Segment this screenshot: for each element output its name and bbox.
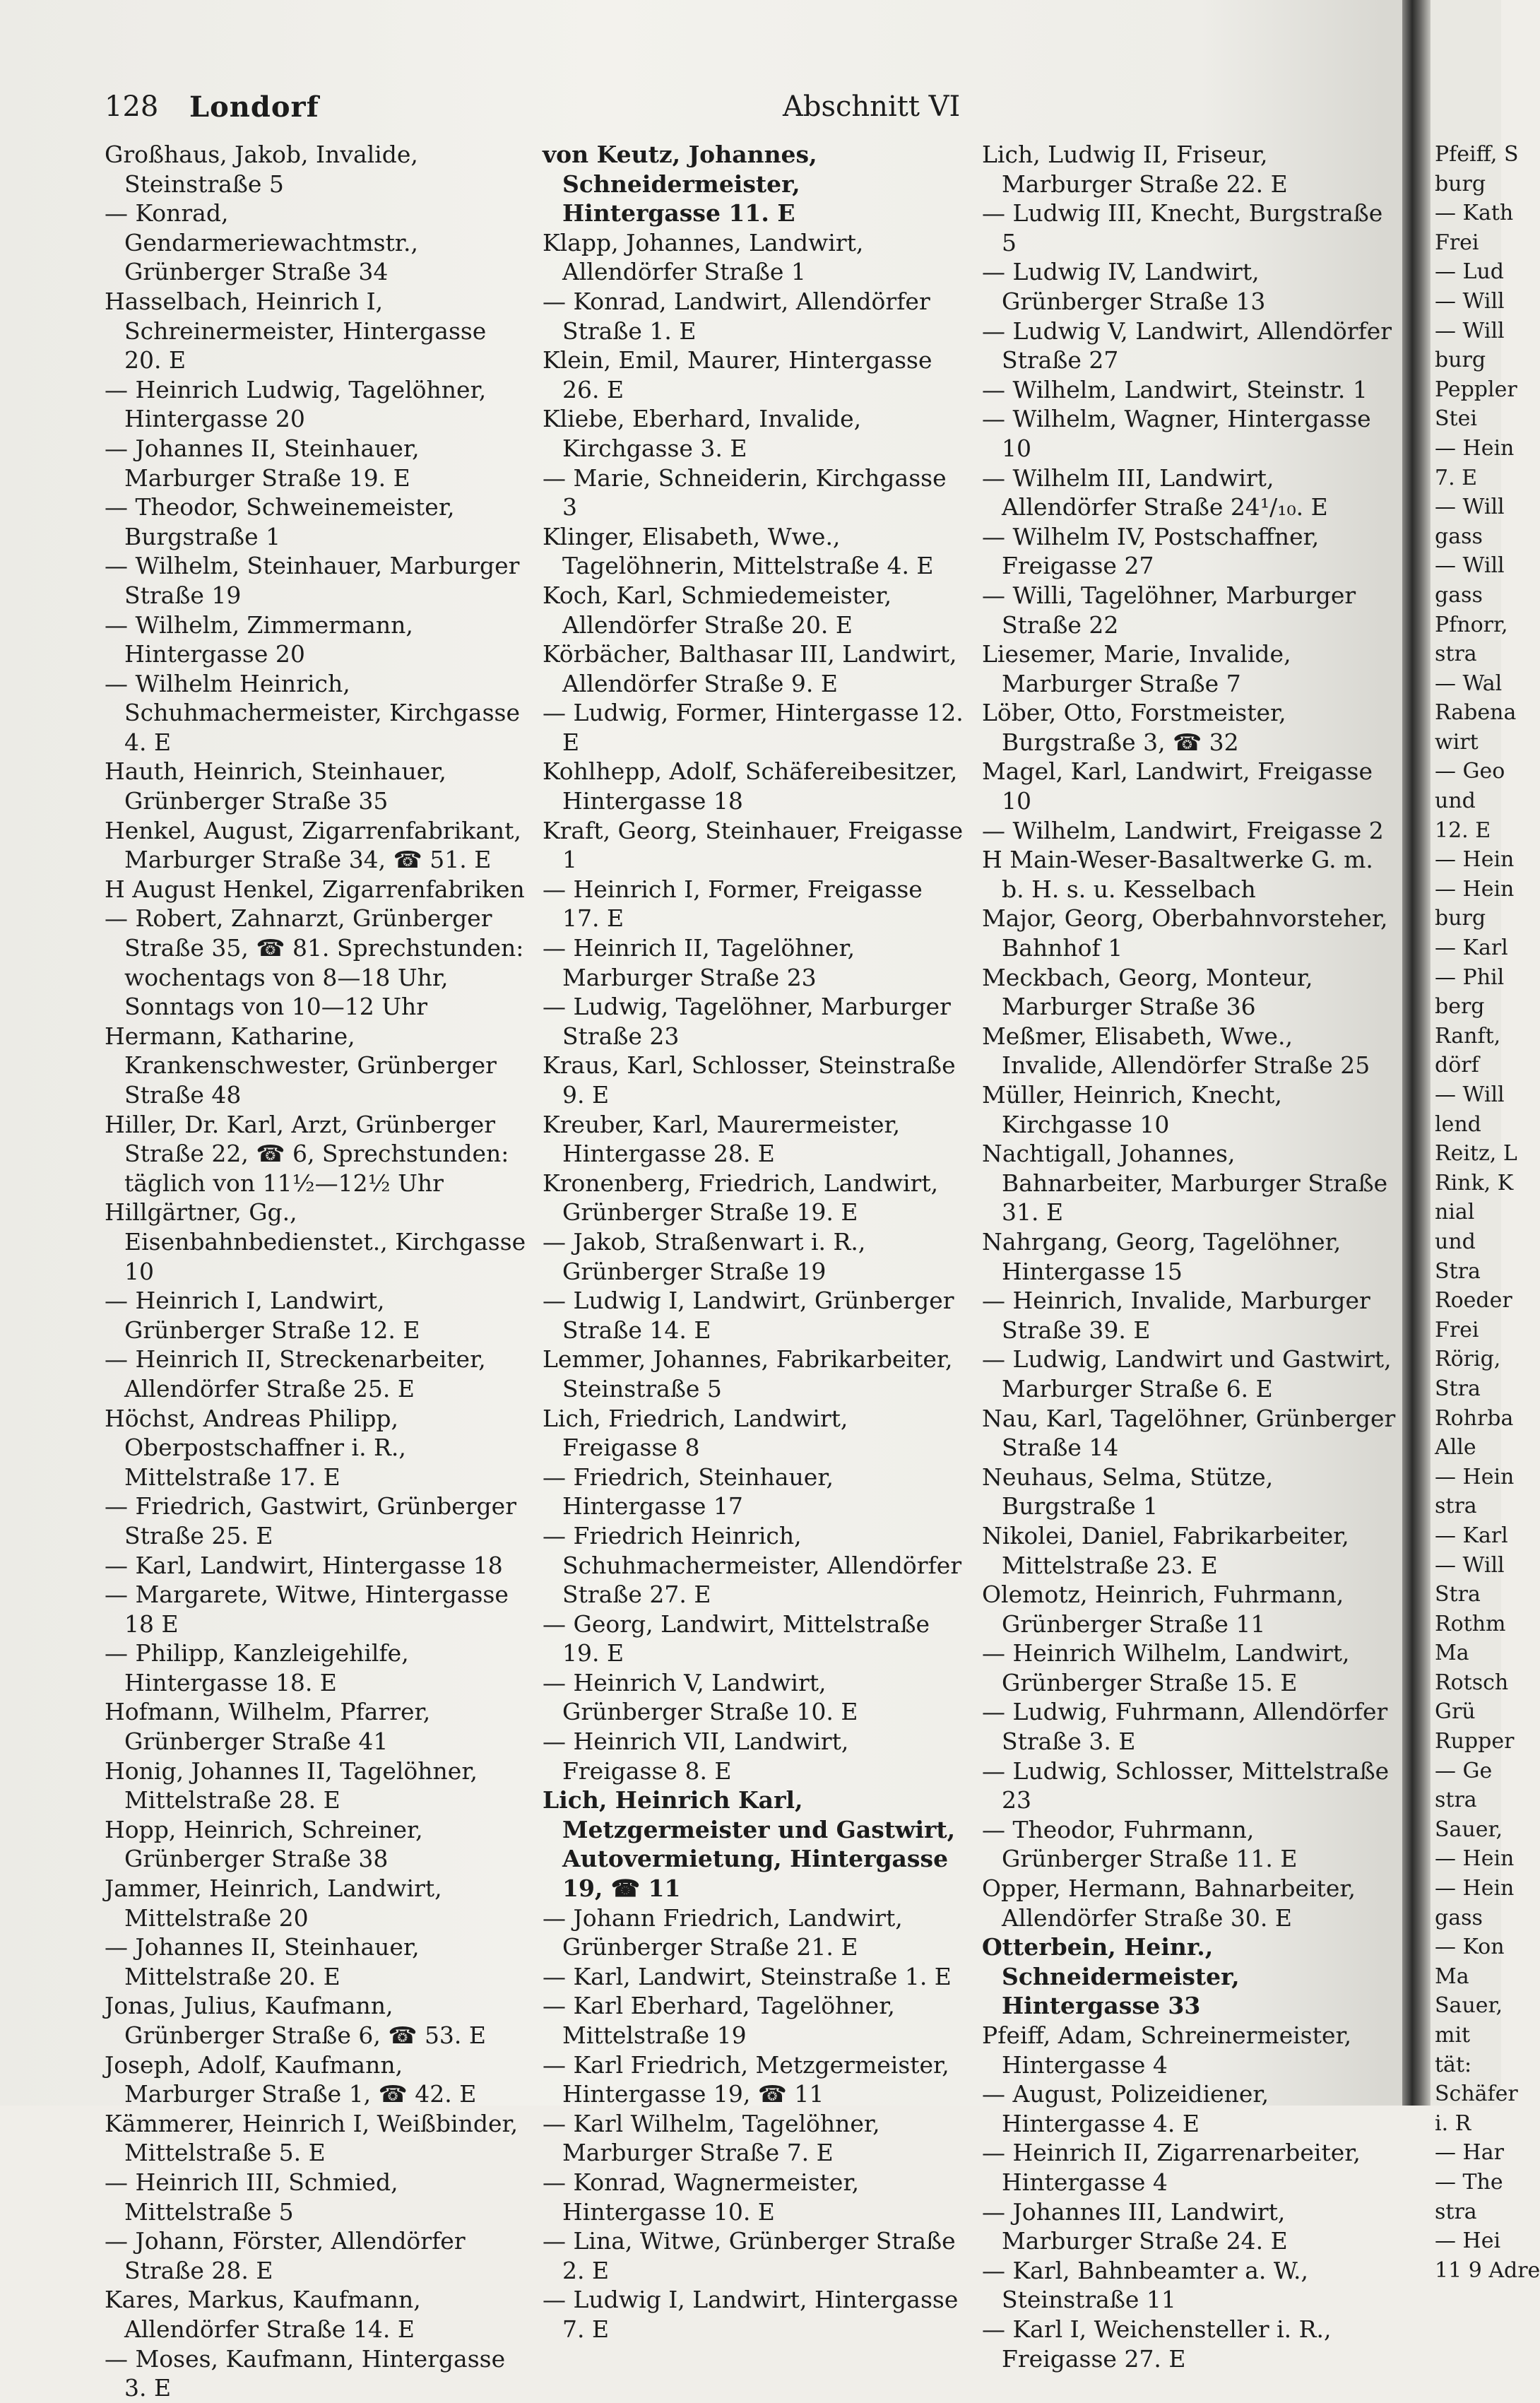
directory-entry: — Heinrich II, Zigarrenarbeiter, Hintergasse 4 xyxy=(982,2139,1361,2196)
next-page-fragment: gass xyxy=(1435,524,1483,549)
directory-entry: Kraus, Karl, Schlosser, Steinstraße 9. E xyxy=(543,1051,956,1109)
next-page-fragment: Reitz, L xyxy=(1435,1141,1517,1167)
directory-entry: Lich, Friedrich, Landwirt, Freigasse 8 xyxy=(543,1404,848,1462)
next-page-fragment: — Hein xyxy=(1435,876,1515,902)
next-page-fragment: — Will xyxy=(1435,1552,1505,1578)
directory-entry: — Johannes III, Landwirt, Marburger Straße 24. E xyxy=(982,2197,1288,2255)
next-page-fragment: — Will xyxy=(1435,318,1505,343)
directory-entry: Olemotz, Heinrich, Fuhrmann, Grünberger Straße 11 xyxy=(982,1581,1344,1638)
place-title: Londorf xyxy=(189,90,319,124)
next-page-fragment: berg xyxy=(1435,994,1485,1020)
next-page-fragment: burg xyxy=(1435,171,1486,196)
directory-entry: von Keutz, Johannes, Schneidermeister, Hintergasse 11. E xyxy=(543,141,817,228)
directory-entry: — Ludwig I, Landwirt, Hintergasse 7. E xyxy=(543,2286,959,2343)
directory-entry: Jonas, Julius, Kaufmann, Grünberger Straße 6, ☎ 53. E xyxy=(105,1992,486,2049)
directory-entry: — Ludwig, Tagelöhner, Marburger Straße 23 xyxy=(543,993,951,1050)
directory-entry: — Theodor, Fuhrmann, Grünberger Straße 11. E xyxy=(982,1815,1298,1873)
next-page-fragment: 11 9 Adre xyxy=(1435,2257,1540,2283)
next-page-fragment: — Will xyxy=(1435,495,1505,520)
next-page-fragment: Rörig, xyxy=(1435,1347,1501,1372)
next-page-fragment: Ma xyxy=(1435,1641,1469,1666)
directory-entry: — Ludwig IV, Landwirt, Grünberger Straße 13 xyxy=(982,258,1266,315)
next-page-fragment: Rotsch xyxy=(1435,1670,1509,1695)
directory-entry: Meßmer, Elisabeth, Wwe., Invalide, Allendörfer Straße 25 xyxy=(982,1022,1370,1080)
directory-entry: — Heinrich V, Landwirt, Grünberger Straße 10. E xyxy=(543,1668,858,1726)
directory-entry: — Margarete, Witwe, Hintergasse 18 E xyxy=(105,1581,509,1638)
next-page-edge xyxy=(1431,0,1540,2283)
next-page-fragment: Sauer, xyxy=(1435,1817,1503,1842)
directory-entry: — Wilhelm, Landwirt, Steinstr. 1 xyxy=(982,375,1368,403)
directory-entry: H August Henkel, Zigarrenfabriken xyxy=(105,875,525,903)
next-page-fragment: — Will xyxy=(1435,1082,1505,1107)
directory-entry: — Konrad, Wagnermeister, Hintergasse 10. E xyxy=(543,2168,860,2226)
directory-entry: Löber, Otto, Forstmeister, Burgstraße 3, ☎ 32 xyxy=(982,699,1286,756)
directory-entry: — Johannes II, Steinhauer, Marburger Straße 19. E xyxy=(105,434,420,492)
next-page-fragment: Rohrba xyxy=(1435,1405,1514,1431)
directory-entry: Körbächer, Balthasar III, Landwirt, Allendörfer Straße 9. E xyxy=(543,640,957,697)
column-3 xyxy=(982,140,1399,2373)
next-page-fragment: mit xyxy=(1435,2023,1471,2048)
directory-entry: Hiller, Dr. Karl, Arzt, Grünberger Straße 22, ☎ 6, Sprechstunden: täglich von 11½—12½ Uhr xyxy=(105,1110,509,1197)
directory-entry: — Moses, Kaufmann, Hintergasse 3. E xyxy=(105,2344,506,2402)
next-page-fragment: Ranft, xyxy=(1435,1023,1501,1049)
next-page-fragment: und xyxy=(1435,789,1476,814)
directory-entry: H Main-Weser-Basaltwerke G. m. b. H. s. u. Kesselbach xyxy=(982,846,1373,903)
directory-entry: — Johann, Förster, Allendörfer Straße 28. E xyxy=(105,2227,466,2284)
directory-entry: — Karl Eberhard, Tagelöhner, Mittelstraße 19 xyxy=(543,1992,895,2049)
next-page-fragment: — Hein xyxy=(1435,435,1515,461)
directory-entry: Lich, Heinrich Karl, Metzgermeister und Gastwirt, Autovermietung, Hintergasse 19, ☎ 11 xyxy=(543,1786,956,1903)
directory-entry: — Heinrich II, Tagelöhner, Marburger Straße 23 xyxy=(543,934,855,991)
directory-entry: Hopp, Heinrich, Schreiner, Grünberger Straße 38 xyxy=(105,1815,423,1873)
directory-entry: — Marie, Schneiderin, Kirchgasse 3 xyxy=(543,464,947,521)
directory-entry: — Heinrich I, Former, Freigasse 17. E xyxy=(543,875,923,933)
next-page-fragment: stra xyxy=(1435,2199,1477,2224)
directory-entry: Kraft, Georg, Steinhauer, Freigasse 1 xyxy=(543,816,964,874)
next-page-fragment: gass xyxy=(1435,1905,1483,1930)
next-page-fragment: burg xyxy=(1435,906,1486,931)
next-page-fragment: — Will xyxy=(1435,288,1505,314)
directory-entry: — Willi, Tagelöhner, Marburger Straße 22 xyxy=(982,581,1356,639)
directory-entry: — Karl, Landwirt, Hintergasse 18 xyxy=(105,1551,503,1579)
directory-entry: — August, Polizeidiener, Hintergasse 4. E xyxy=(982,2080,1269,2137)
next-page-fragment: Stra xyxy=(1435,1376,1481,1401)
next-page-fragment: — Will xyxy=(1435,553,1505,579)
next-page-fragment: — Kon xyxy=(1435,1935,1505,1960)
directory-entry: — Ludwig I, Landwirt, Grünberger Straße 14. E xyxy=(543,1287,954,1344)
directory-entry: — Wilhelm, Zimmermann, Hintergasse 20 xyxy=(105,610,413,668)
directory-entry: Kares, Markus, Kaufmann, Allendörfer Straße 14. E xyxy=(105,2286,421,2343)
directory-entry: — Wilhelm, Wagner, Hintergasse 10 xyxy=(982,405,1371,462)
directory-entry: Neuhaus, Selma, Stütze, Burgstraße 1 xyxy=(982,1463,1274,1521)
directory-entry: — Ludwig, Schlosser, Mittelstraße 23 xyxy=(982,1757,1390,1814)
next-page-fragment: — Hein xyxy=(1435,847,1515,873)
next-page-fragment: Rupper xyxy=(1435,1729,1515,1754)
next-page-fragment: Sauer, xyxy=(1435,1993,1503,2019)
directory-entry: — Georg, Landwirt, Mittelstraße 19. E xyxy=(543,1610,930,1667)
directory-entry: Hofmann, Wilhelm, Pfarrer, Grünberger Straße 41 xyxy=(105,1698,431,1756)
page-header xyxy=(105,90,1397,133)
directory-entry: Jammer, Heinrich, Landwirt, Mittelstraße 20 xyxy=(105,1874,442,1932)
next-page-fragment: Schäfer xyxy=(1435,2082,1518,2107)
directory-entry: Klein, Emil, Maurer, Hintergasse 26. E xyxy=(543,346,932,403)
directory-entry: — Wilhelm Heinrich, Schuhmachermeister, Kirchgasse 4. E xyxy=(105,669,521,756)
directory-entry: Opper, Hermann, Bahnarbeiter, Allendörfer Straße 30. E xyxy=(982,1874,1356,1932)
directory-entry: — Robert, Zahnarzt, Grünberger Straße 35, ☎ 81. Sprechstunden: wochentags von 8—18 Uhr, Sonntags von 10—12 Uhr xyxy=(105,904,524,1021)
directory-entry: Joseph, Adolf, Kaufmann, Marburger Straße 1, ☎ 42. E xyxy=(105,2050,477,2108)
directory-entry: — Heinrich Ludwig, Tagelöhner, Hintergasse 20 xyxy=(105,375,487,433)
directory-entry: Honig, Johannes II, Tagelöhner, Mittelstraße 28. E xyxy=(105,1757,478,1814)
directory-entry: — Johannes II, Steinhauer, Mittelstraße 20. E xyxy=(105,1933,420,1990)
directory-entry: — Heinrich III, Schmied, Mittelstraße 5 xyxy=(105,2168,398,2226)
directory-entry: — Philipp, Kanzleigehilfe, Hintergasse 18. E xyxy=(105,1639,409,1696)
next-page-fragment: — Har xyxy=(1435,2140,1504,2166)
next-page-fragment: Frei xyxy=(1435,1317,1479,1342)
next-page-fragment: Roeder xyxy=(1435,1288,1512,1313)
directory-entry: — Lina, Witwe, Grünberger Straße 2. E xyxy=(543,2227,956,2284)
directory-entry: — Jakob, Straßenwart i. R., Grünberger Straße 19 xyxy=(543,1227,866,1285)
directory-entry: Klapp, Johannes, Landwirt, Allendörfer Straße 1 xyxy=(543,228,864,286)
directory-entry: — Friedrich Heinrich, Schuhmachermeister, Allendörfer Straße 27. E xyxy=(543,1521,962,1609)
next-page-fragment: — Phil xyxy=(1435,964,1505,990)
directory-entry: — Heinrich VII, Landwirt, Freigasse 8. E xyxy=(543,1728,849,1785)
next-page-fragment: Stra xyxy=(1435,1258,1481,1284)
next-page-fragment: — Hein xyxy=(1435,1876,1515,1901)
directory-entry: — Ludwig, Former, Hintergasse 12. E xyxy=(543,699,964,756)
next-page-fragment: — Hei xyxy=(1435,2228,1501,2254)
next-page-fragment: Rink, K xyxy=(1435,1170,1514,1195)
directory-entry: Lemmer, Johannes, Fabrikarbeiter, Steinstraße 5 xyxy=(543,1345,953,1403)
next-page-fragment: nial xyxy=(1435,1200,1475,1225)
directory-entry: — Friedrich, Gastwirt, Grünberger Straße 25. E xyxy=(105,1492,516,1549)
next-page-fragment: Ma xyxy=(1435,1964,1469,1989)
directory-entry: Nau, Karl, Tagelöhner, Grünberger Straße 14 xyxy=(982,1404,1396,1462)
next-page-fragment: — Karl xyxy=(1435,935,1508,961)
next-page-fragment: Pfeiff, S xyxy=(1435,142,1519,167)
directory-entry: Liesemer, Marie, Invalide, Marburger Straße 7 xyxy=(982,640,1291,697)
next-page-fragment: — Wal xyxy=(1435,671,1503,696)
directory-entry: Pfeiff, Adam, Schreinermeister, Hintergasse 4 xyxy=(982,2021,1352,2079)
directory-entry: — Wilhelm IV, Postschaffner, Freigasse 27 xyxy=(982,522,1320,580)
directory-entry: Kliebe, Eberhard, Invalide, Kirchgasse 3. E xyxy=(543,405,862,462)
next-page-fragment: — The xyxy=(1435,2169,1503,2195)
next-page-fragment: stra xyxy=(1435,1494,1477,1519)
next-page-fragment: und xyxy=(1435,1229,1476,1254)
next-page-fragment: — Lud xyxy=(1435,259,1504,285)
directory-entry: Nahrgang, Georg, Tagelöhner, Hintergasse 15 xyxy=(982,1227,1341,1285)
directory-entry: — Theodor, Schweinemeister, Burgstraße 1 xyxy=(105,493,455,550)
next-page-fragment: 7. E xyxy=(1435,465,1478,490)
next-page-fragment: Peppler xyxy=(1435,377,1517,402)
next-page-fragment: — Kath xyxy=(1435,201,1514,226)
next-page-fragment: Rabena xyxy=(1435,700,1517,726)
directory-entry: Hasselbach, Heinrich I, Schreinermeister, Hintergasse 20. E xyxy=(105,287,487,374)
directory-entry: Koch, Karl, Schmiedemeister, Allendörfer Straße 20. E xyxy=(543,581,892,639)
next-page-fragment: tät: xyxy=(1435,2052,1472,2077)
section-title: Abschnitt VI xyxy=(783,90,961,123)
directory-entry: — Konrad, Landwirt, Allendörfer Straße 1. E xyxy=(543,287,930,345)
directory-entry: — Ludwig V, Landwirt, Allendörfer Straße 27 xyxy=(982,317,1392,374)
next-page-fragment: 12. E xyxy=(1435,817,1491,843)
next-page-fragment: Alle xyxy=(1435,1435,1476,1460)
directory-entry: — Ludwig III, Knecht, Burgstraße 5 xyxy=(982,199,1383,256)
directory-entry: — Heinrich I, Landwirt, Grünberger Straße 12. E xyxy=(105,1287,420,1344)
directory-entry: — Heinrich II, Streckenarbeiter, Allendörfer Straße 25. E xyxy=(105,1345,486,1403)
directory-entry: — Karl, Bahnbeamter a. W., Steinstraße 11 xyxy=(982,2256,1309,2314)
directory-entry: — Friedrich, Steinhauer, Hintergasse 17 xyxy=(543,1463,834,1521)
next-page-fragment: — Geo xyxy=(1435,759,1505,784)
directory-entry: — Karl Wilhelm, Tagelöhner, Marburger Straße 7. E xyxy=(543,2109,880,2167)
directory-entry: — Wilhelm, Steinhauer, Marburger Straße 19 xyxy=(105,552,520,609)
directory-entry: Otterbein, Heinr., Schneidermeister, Hintergasse 33 xyxy=(982,1933,1240,2020)
directory-entry: Hermann, Katharine, Krankenschwester, Grünberger Straße 48 xyxy=(105,1022,497,1109)
directory-entry: — Heinrich Wilhelm, Landwirt, Grünberger Straße 15. E xyxy=(982,1639,1350,1696)
next-page-fragment: stra xyxy=(1435,642,1477,667)
next-page-fragment: Frei xyxy=(1435,230,1479,255)
directory-entry: Klinger, Elisabeth, Wwe., Tagelöhnerin, Mittelstraße 4. E xyxy=(543,522,934,580)
directory-entry: — Johann Friedrich, Landwirt, Grünberger Straße 21. E xyxy=(543,1903,903,1961)
directory-entry: — Karl, Landwirt, Steinstraße 1. E xyxy=(543,1962,952,1990)
directory-entry: Lich, Ludwig II, Friseur, Marburger Straße 22. E xyxy=(982,141,1288,198)
directory-entry: — Konrad, Gendarmeriewachtmstr., Grünberger Straße 34 xyxy=(105,199,418,286)
next-page-fragment: dörf xyxy=(1435,1053,1479,1078)
page-number: 128 xyxy=(105,90,159,123)
directory-entry: — Heinrich, Invalide, Marburger Straße 39. E xyxy=(982,1287,1370,1344)
next-page-fragment: gass xyxy=(1435,582,1483,608)
next-page-fragment: Stei xyxy=(1435,406,1477,432)
next-page-fragment: — Hein xyxy=(1435,1846,1515,1872)
next-page-fragment: i. R xyxy=(1435,2110,1471,2136)
next-page-fragment: Pfnorr, xyxy=(1435,612,1508,637)
next-page-fragment: stra xyxy=(1435,1788,1477,1813)
directory-entry: — Ludwig, Fuhrmann, Allendörfer Straße 3. E xyxy=(982,1698,1388,1756)
directory-entry: Major, Georg, Oberbahnvorsteher, Bahnhof 1 xyxy=(982,904,1388,962)
directory-entry: Henkel, August, Zigarrenfabrikant, Marburger Straße 34, ☎ 51. E xyxy=(105,816,521,874)
directory-entry: — Ludwig, Landwirt und Gastwirt, Marburger Straße 6. E xyxy=(982,1345,1392,1403)
directory-entry: Nachtigall, Johannes, Bahnarbeiter, Marburger Straße 31. E xyxy=(982,1140,1388,1227)
book-gutter xyxy=(1402,0,1431,2106)
next-page-fragment: Grü xyxy=(1435,1699,1476,1725)
next-page-fragment: — Ge xyxy=(1435,1758,1493,1783)
directory-entry: — Karl I, Weichensteller i. R., Freigasse 27. E xyxy=(982,2315,1332,2373)
next-page-fragment: Rothm xyxy=(1435,1611,1506,1636)
directory-entry: Magel, Karl, Landwirt, Freigasse 10 xyxy=(982,757,1373,815)
directory-entry: Hillgärtner, Gg., Eisenbahnbedienstet., Kirchgasse 10 xyxy=(105,1198,526,1285)
directory-entry: Kreuber, Karl, Maurermeister, Hintergasse 28. E xyxy=(543,1110,901,1168)
directory-entry: Meckbach, Georg, Monteur, Marburger Straße 36 xyxy=(982,963,1313,1021)
column-2 xyxy=(543,140,966,2343)
next-page-fragment: burg xyxy=(1435,348,1486,373)
directory-entry: Müller, Heinrich, Knecht, Kirchgasse 10 xyxy=(982,1081,1282,1138)
next-page-fragments xyxy=(1431,140,1540,2285)
directory-entry: Hauth, Heinrich, Steinhauer, Grünberger Straße 35 xyxy=(105,757,446,815)
next-page-fragment: wirt xyxy=(1435,729,1479,755)
column-1 xyxy=(105,140,528,2402)
directory-entry: Großhaus, Jakob, Invalide, Steinstraße 5 xyxy=(105,141,418,198)
next-page-fragment: Stra xyxy=(1435,1582,1481,1607)
directory-entry: — Wilhelm, Landwirt, Freigasse 2 xyxy=(982,816,1384,844)
directory-entry: — Karl Friedrich, Metzgermeister, Hintergasse 19, ☎ 11 xyxy=(543,2050,949,2108)
next-page-fragment: — Karl xyxy=(1435,1523,1508,1548)
directory-entry: Kämmerer, Heinrich I, Weißbinder, Mittelstraße 5. E xyxy=(105,2109,519,2167)
directory-entry: Höchst, Andreas Philipp, Oberpostschaffner i. R., Mittelstraße 17. E xyxy=(105,1404,406,1491)
next-page-fragment: — Hein xyxy=(1435,1464,1515,1489)
directory-entry: — Wilhelm III, Landwirt, Allendörfer Straße 24¹/₁₀. E xyxy=(982,464,1328,521)
directory-entry: Nikolei, Daniel, Fabrikarbeiter, Mittelstraße 23. E xyxy=(982,1521,1349,1579)
next-page-fragment: lend xyxy=(1435,1111,1481,1137)
directory-entry: Kronenberg, Friedrich, Landwirt, Grünberger Straße 19. E xyxy=(543,1169,939,1227)
directory-entry: Kohlhepp, Adolf, Schäfereibesitzer, Hintergasse 18 xyxy=(543,757,958,815)
